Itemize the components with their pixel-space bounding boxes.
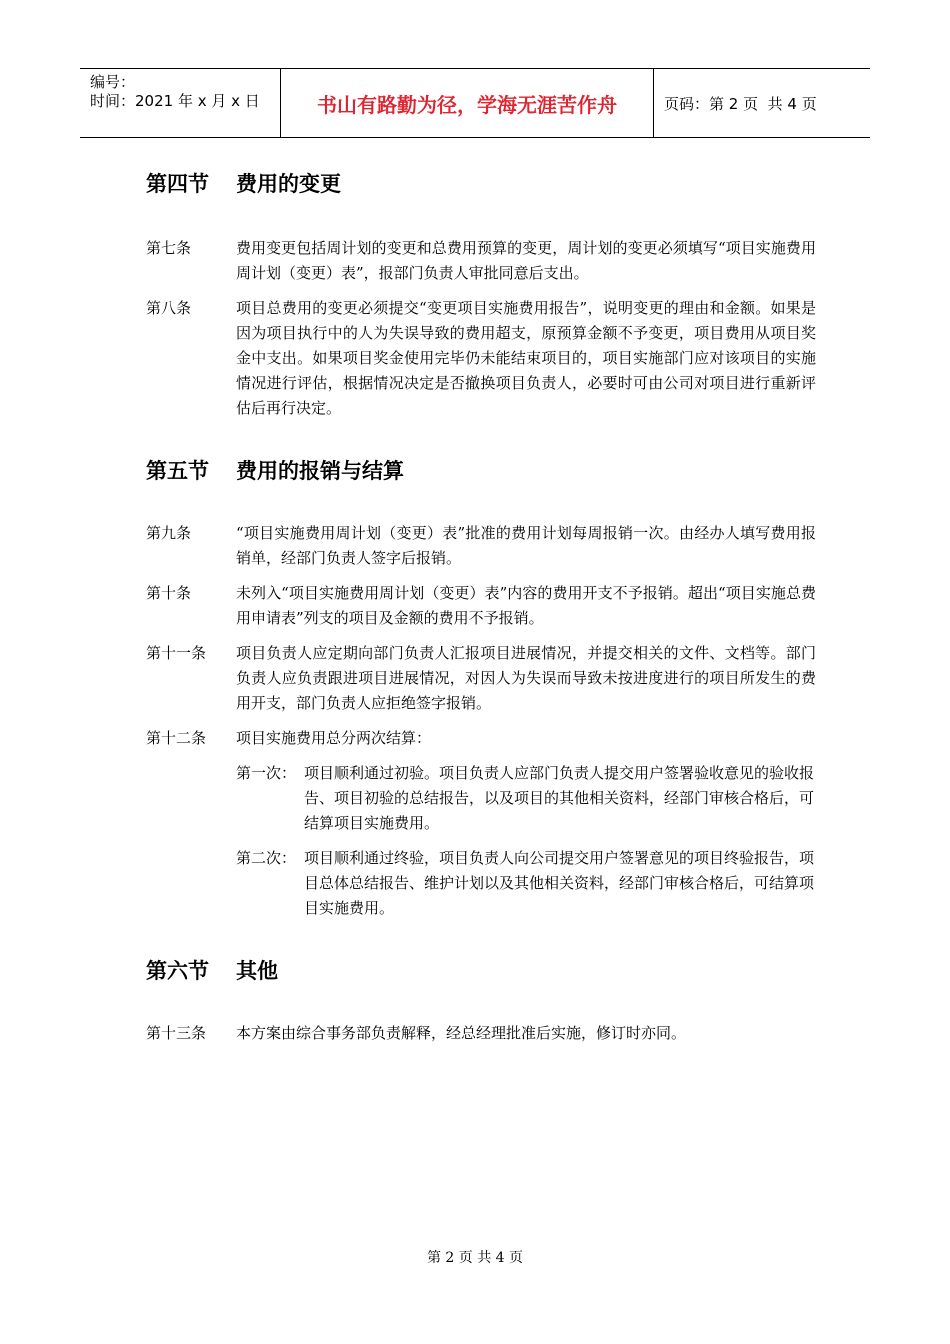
section-title: 其他 <box>236 959 278 983</box>
article <box>146 726 816 751</box>
section-title: 费用的报销与结算 <box>236 459 404 483</box>
header-motto: 书山有路勤为径，学海无涯苦作舟 <box>281 69 654 137</box>
page-footer: 第 2 页 共 4 页 <box>426 1250 524 1266</box>
sub-article-label: 第二次： <box>236 849 297 867</box>
number-label: 编号： <box>90 73 136 91</box>
article-text: “项目实施费用周计划（变更）表”批准的费用计划每周报销一次。由经办人填写费用报销单，经部门负责人签字后报销。 <box>236 524 816 567</box>
article <box>146 296 816 421</box>
sub-article <box>236 761 816 836</box>
section-title: 费用的变更 <box>236 172 341 196</box>
article <box>146 1021 816 1046</box>
page-info-text: 页码：第 2 页 共 4 页 <box>664 94 817 113</box>
page-header <box>80 68 870 138</box>
article-label: 第八条 <box>146 299 192 317</box>
article-text: 费用变更包括周计划的变更和总费用预算的变更，周计划的变更必须填写“项目实施费用周计划（变更）表”，报部门负责人审批同意后支出。 <box>236 239 816 282</box>
sub-article-text: 项目顺利通过初验。项目负责人应部门负责人提交用户签署验收意见的验收报告、项目初验的总结报告，以及项目的其他相关资料，经部门审核合格后，可结算项目实施费用。 <box>304 764 815 832</box>
article-text: 项目实施费用总分两次结算： <box>236 729 432 747</box>
article-label: 第十条 <box>146 584 192 602</box>
article-text: 项目负责人应定期向部门负责人汇报项目进展情况，并提交相关的文件、文档等。部门负责人应负责跟进项目进展情况，对因人为失误而导致未按进度进行的项目所发生的费用开支，部门负责人应拒绝签字报销。 <box>236 644 816 712</box>
section-heading <box>146 955 816 985</box>
article-label: 第十三条 <box>146 1024 207 1042</box>
sub-article <box>236 846 816 921</box>
section-number: 第六节 <box>146 959 209 983</box>
article-text: 未列入“项目实施费用周计划（变更）表”内容的费用开支不予报销。超出“项目实施总费用申请表”列支的项目及金额的费用不予报销。 <box>236 584 816 627</box>
section-heading <box>146 168 816 198</box>
sub-article-text: 项目顺利通过终验，项目负责人向公司提交用户签署意见的项目终验报告，项目总体总结报告、维护计划以及其他相关资料，经部门审核合格后，可结算项目实施费用。 <box>304 849 815 917</box>
section-heading <box>146 455 816 485</box>
article-text: 本方案由综合事务部负责解释，经总经理批准后实施，修订时亦同。 <box>236 1024 687 1042</box>
article-label: 第十一条 <box>146 644 207 662</box>
article-label: 第九条 <box>146 524 192 542</box>
article-label: 第七条 <box>146 239 192 257</box>
article <box>146 581 816 631</box>
section-number: 第四节 <box>146 172 209 196</box>
section-number: 第五节 <box>146 459 209 483</box>
article <box>146 236 816 286</box>
date-label: 时间：2021 年 x 月 x 日 <box>90 92 260 110</box>
article <box>146 641 816 716</box>
header-meta <box>80 69 281 137</box>
article <box>146 521 816 571</box>
article-text: 项目总费用的变更必须提交“变更项目实施费用报告”，说明变更的理由和金额。如果是因为项目执行中的人为失误导致的费用超支，原预算金额不予变更，项目费用从项目奖金中支出。如果项目奖金使用完毕仍未能结束项目的，项目实施部门应对该项目的实施情况进行评估，根据情况决定是否撤换项目负责人，必要时可由公司对项目进行重新评估后再行决定。 <box>236 299 816 417</box>
document-body <box>146 168 816 1046</box>
sub-article-label: 第一次： <box>236 764 297 782</box>
header-page-info <box>654 69 870 137</box>
article-label: 第十二条 <box>146 729 207 747</box>
